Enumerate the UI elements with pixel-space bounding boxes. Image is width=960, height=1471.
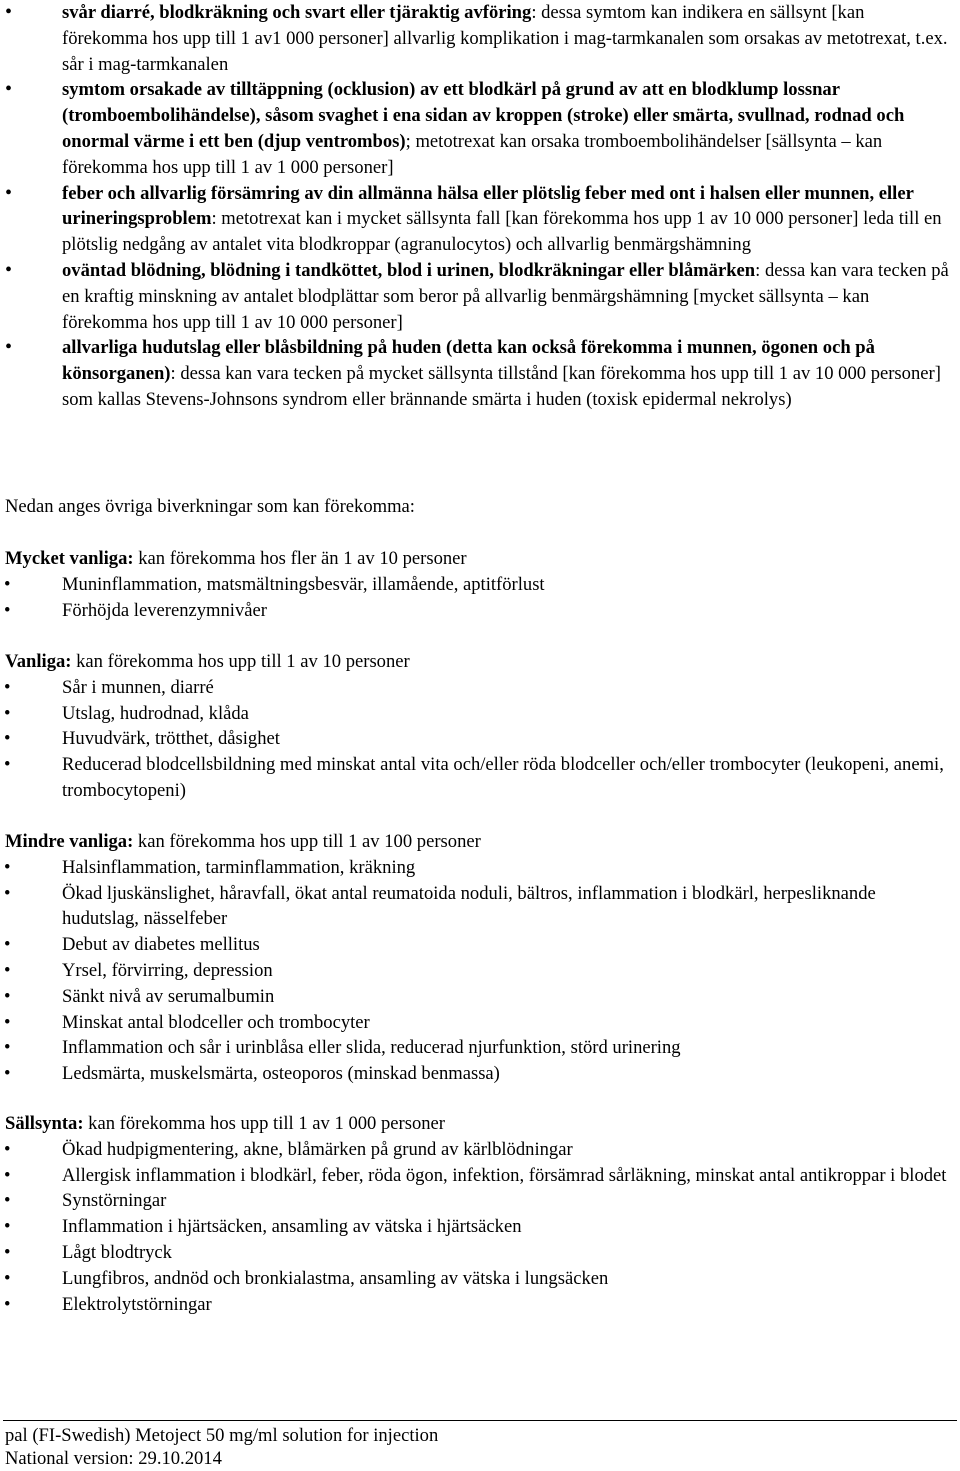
list-item: • Halsinflammation, tarminflammation, kräkning bbox=[0, 855, 960, 881]
frequency-label: Mindre vanliga: bbox=[5, 831, 134, 852]
section-heading bbox=[0, 546, 960, 572]
section-heading bbox=[0, 1111, 960, 1137]
section-rare bbox=[0, 1111, 960, 1317]
serious-effect-description: : dessa kan vara tecken på mycket sällsynta tillstånd [kan förekomma hos upp till 1 av 10 000 personer] som kallas Stevens-Johnsons syndrom eller brännande smärta i huden (toxisk epidermal nekrolys) bbox=[62, 363, 941, 410]
list-item: • Lungfibros, andnöd och bronkialastma, ansamling av vätska i lungsäcken bbox=[0, 1266, 960, 1292]
serious-effect-symptom: symtom orsakade av tilltäppning (ocklusion) av ett blodkärl på grund av att en blodklump lossnar (tromboembolihändelse), såsom svaghet i ena sidan av kroppen (stroke) eller smärta, svullnad, rodnad och onormal värme i ett ben (djup ventrombos) bbox=[62, 79, 905, 152]
side-effect-list bbox=[0, 1137, 960, 1318]
page-footer bbox=[5, 1425, 438, 1470]
footer-product-line: pal (FI-Swedish) Metoject 50 mg/ml solution for injection bbox=[5, 1425, 439, 1446]
frequency-label: Sällsynta: bbox=[5, 1113, 84, 1134]
list-item: • Debut av diabetes mellitus bbox=[0, 932, 960, 958]
serious-effect-item bbox=[0, 77, 960, 180]
list-item: • Inflammation i hjärtsäcken, ansamling av vätska i hjärtsäcken bbox=[0, 1214, 960, 1240]
section-common bbox=[0, 649, 960, 804]
frequency-description: kan förekomma hos upp till 1 av 100 personer bbox=[133, 831, 481, 852]
list-item: • Minskat antal blodceller och trombocyter bbox=[0, 1010, 960, 1036]
serious-effect-description: : dessa kan vara tecken på en kraftig minskning av antalet blodplättar som beror på allvarlig benmärgshämning [mycket sällsynta – kan förekomma hos upp till 1 av 10 000 personer] bbox=[62, 259, 949, 333]
serious-effect-item bbox=[0, 258, 960, 335]
section-very-common bbox=[0, 546, 960, 623]
section-uncommon bbox=[0, 829, 960, 1087]
serious-side-effects-list bbox=[0, 0, 960, 413]
section-heading bbox=[0, 649, 960, 675]
list-item: • Sår i munnen, diarré bbox=[0, 675, 960, 701]
section-heading bbox=[0, 829, 960, 855]
footer-version-line: National version: 29.10.2014 bbox=[5, 1447, 222, 1469]
list-item: • Ökad hudpigmentering, akne, blåmärken på grund av kärlblödningar bbox=[0, 1137, 960, 1163]
frequency-description: kan förekomma hos fler än 1 av 10 personer bbox=[133, 548, 467, 569]
side-effect-list bbox=[0, 855, 960, 1087]
list-item: • Ökad ljuskänslighet, håravfall, ökat antal reumatoida noduli, bältros, inflammation i blodkärl, herpesliknande hudutslag, nässelfeber bbox=[0, 881, 960, 933]
serious-effect-item bbox=[0, 0, 960, 77]
other-side-effects-intro: Nedan anges övriga biverkningar som kan förekomma: bbox=[5, 496, 415, 517]
serious-effect-symptom: oväntad blödning, blödning i tandköttet, blod i urinen, blodkräkningar eller blåmärken bbox=[62, 259, 756, 281]
list-item: • Sänkt nivå av serumalbumin bbox=[0, 984, 960, 1010]
list-item: • Muninflammation, matsmältningsbesvär, illamående, aptitförlust bbox=[0, 572, 960, 598]
list-item: • Elektrolytstörningar bbox=[0, 1292, 960, 1318]
list-item: • Förhöjda leverenzymnivåer bbox=[0, 598, 960, 624]
serious-effect-description: : metotrexat kan i mycket sällsynta fall [kan förekomma hos upp 1 av 10 000 personer] leda till en plötslig nedgång av antalet vita blodkroppar (agranulocytos) och allvarlig benmärgshämning bbox=[62, 208, 942, 256]
footer-divider bbox=[3, 1420, 957, 1421]
list-item: • Lågt blodtryck bbox=[0, 1240, 960, 1266]
serious-effect-symptom: feber och allvarlig försämring av din allmänna hälsa eller plötslig feber med ont i halsen eller munnen, eller urineringsproblem bbox=[62, 182, 914, 230]
serious-effect-item bbox=[0, 335, 960, 412]
side-effect-list bbox=[0, 572, 960, 624]
serious-effect-symptom: svår diarré, blodkräkning och svart eller tjäraktig avföring bbox=[62, 2, 532, 23]
frequency-description: kan förekomma hos upp till 1 av 1 000 personer bbox=[83, 1113, 446, 1134]
frequency-label: Mycket vanliga: bbox=[5, 548, 134, 569]
list-item: • Allergisk inflammation i blodkärl, feber, röda ögon, infektion, försämrad sårläkning, minskat antal antikroppar i blodet bbox=[0, 1163, 960, 1189]
list-item: • Ledsmärta, muskelsmärta, osteoporos (minskad benmassa) bbox=[0, 1061, 960, 1087]
serious-effect-description: ; metotrexat kan orsaka tromboembolihändelser [sällsynta – kan förekomma hos upp till 1 av 1 000 personer] bbox=[62, 130, 883, 178]
list-item: • Yrsel, förvirring, depression bbox=[0, 958, 960, 984]
serious-effect-item bbox=[0, 181, 960, 258]
serious-effect-symptom: allvarliga hudutslag eller blåsbildning på huden (detta kan också förekomma i munnen, ögonen och på könsorganen) bbox=[62, 337, 875, 385]
frequency-description: kan förekomma hos upp till 1 av 10 personer bbox=[71, 651, 410, 672]
list-item: • Huvudvärk, trötthet, dåsighet bbox=[0, 726, 960, 752]
list-item: • Synstörningar bbox=[0, 1188, 960, 1214]
side-effect-list bbox=[0, 675, 960, 804]
list-item: • Reducerad blodcellsbildning med minskat antal vita och/eller röda blodceller och/eller trombocyter (leukopeni, anemi, trombocytopeni) bbox=[0, 752, 960, 804]
serious-effect-description: : dessa symtom kan indikera en sällsynt [kan förekomma hos upp till 1 av1 000 personer] allvarlig komplikation i mag-tarmkanalen som orsakas av metotrexat, t.ex. sår i mag-tarmkanalen bbox=[62, 2, 948, 75]
list-item: • Utslag, hudrodnad, klåda bbox=[0, 701, 960, 727]
frequency-label: Vanliga: bbox=[5, 651, 72, 672]
list-item: • Inflammation och sår i urinblåsa eller slida, reducerad njurfunktion, störd urinering bbox=[0, 1035, 960, 1061]
